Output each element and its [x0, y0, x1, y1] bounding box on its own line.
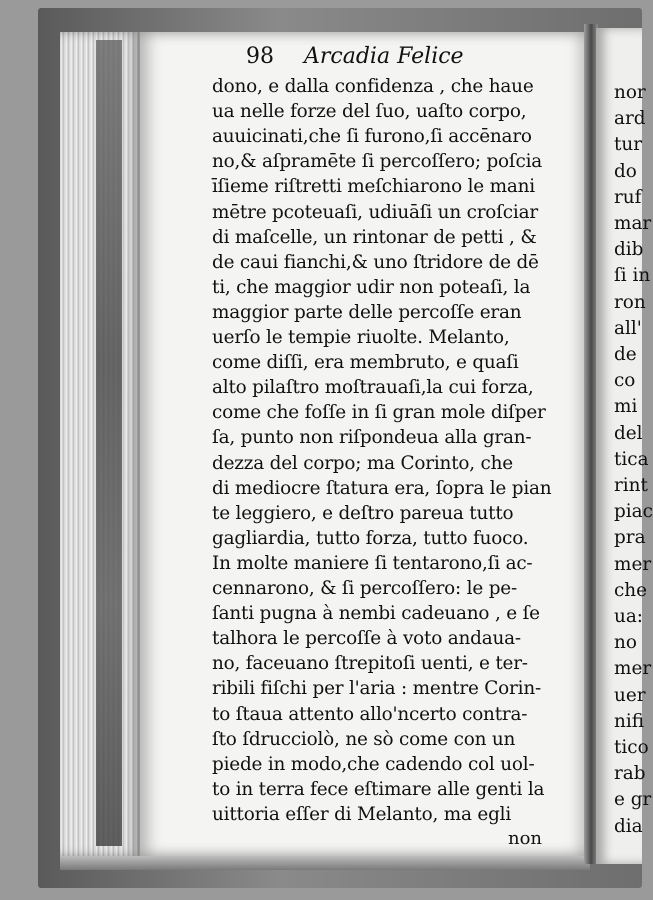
text-line: alto pilaſtro moſtrauaſi,la cui forza,: [212, 377, 534, 399]
right-text-fragment: mar: [614, 213, 652, 234]
right-text-fragment: mer: [614, 658, 652, 680]
right-text-fragment: nor: [614, 82, 646, 103]
text-line: dono, e dalla confidenza , che haue: [212, 76, 534, 97]
text-line: to in terra fece eſtimare alle genti la: [212, 778, 545, 800]
right-text-fragment: e gr: [614, 789, 652, 811]
text-line: īſieme riſtretti meſchiarono le mani: [212, 176, 535, 198]
right-text-fragment: piac: [614, 501, 653, 523]
text-line: di maſcelle, un rintonar de petti , &: [212, 226, 537, 248]
right-text-fragment: mi: [614, 396, 638, 418]
bottom-page-edge: [60, 856, 590, 870]
text-line: de caui fianchi,& uno ſtridore de dē: [212, 251, 539, 273]
right-text-fragment: rint: [614, 475, 648, 496]
right-text-fragment: co: [614, 370, 636, 392]
text-line: piede in modo,che cadendo col uol-: [212, 753, 535, 775]
text-line: ribili fiſchi per l'aria : mentre Corin-: [212, 678, 541, 700]
text-line: no,& aſpramētе ſi percoſſero; poſcia: [212, 151, 543, 173]
text-line: uittoria eſſer di Melanto, ma egli: [212, 803, 512, 825]
text-line: dezza del corpo; ma Corinto, che: [212, 452, 513, 474]
text-line: ſanti pugna à nembi cadeuano , e ſe: [212, 603, 540, 625]
right-text-fragment: tica: [614, 448, 649, 470]
right-text-fragment: ua:: [614, 606, 644, 627]
right-text-fragment: do: [614, 160, 637, 182]
right-text-fragment: ſi in: [614, 265, 651, 287]
right-text-fragment: mer: [614, 553, 652, 575]
running-title: Arcadia Felice: [304, 44, 464, 69]
right-text-fragment: dib: [614, 239, 644, 261]
text-line: gagliardia, tutto forza, tutto fuoco.: [212, 527, 529, 549]
text-line: ſa, punto non riſpondeua alla gran-: [212, 427, 532, 449]
right-text-fragment: no: [614, 632, 637, 654]
text-line: cennarono, & ſi percoſſero: le pe-: [212, 578, 517, 599]
right-text-fragment: ard: [614, 108, 646, 130]
text-line: no, faceuano ſtrepitoſi uenti, e ter-: [212, 653, 528, 675]
right-text-fragment: all': [614, 317, 642, 339]
right-text-fragment: de: [614, 344, 637, 365]
text-line: talhora le percoſſe à voto andaua-: [212, 628, 521, 650]
right-text-fragment: rab: [614, 763, 646, 785]
text-line: di mediocre ſtatura era, ſopra le pian: [212, 477, 552, 499]
right-text-fragment: ruf: [614, 186, 642, 208]
text-line: come che foſſe in ſi gran mole diſper: [212, 402, 546, 424]
page-header: [246, 38, 506, 78]
right-text-fragment: ron: [614, 291, 646, 313]
text-line: come diſſi, era membruto, e quaſi: [212, 352, 519, 374]
text-line: ua nelle forze del ſuo, uaſto corpo,: [212, 101, 527, 123]
right-text-fragment: del: [614, 422, 643, 444]
text-line: ſto ſdrucciolò, ne sò come con un: [212, 728, 516, 750]
text-line: ti, che maggior udir non poteaſi, la: [212, 276, 531, 298]
text-line: mētre pcoteuaſi, udiuāſi un croſciar: [212, 201, 538, 223]
text-line: to ſtaua attento allo'ncerto contra-: [212, 703, 528, 725]
right-text-fragment: tur: [614, 134, 643, 156]
catchword: non: [508, 828, 543, 849]
right-text-fragment: dia: [614, 815, 643, 837]
right-page: [596, 28, 653, 864]
page-edge-stain: [96, 40, 122, 846]
text-line: maggior parte delle percoſſe eran: [212, 301, 522, 323]
right-text-fragment: tico: [614, 737, 649, 758]
right-text-fragment: nifi: [614, 710, 644, 732]
right-text-fragment: che: [614, 579, 648, 601]
text-line: te leggiero, e deſtro pareua tutto: [212, 502, 514, 524]
text-line: uerſo le tempie riuolte. Melanto,: [212, 327, 510, 348]
right-text-fragment: uer: [614, 684, 646, 706]
right-text-fragment: pra: [614, 527, 646, 549]
text-line: In molte maniere ſi tentarono,ſi ac-: [212, 552, 533, 574]
page-number: 98: [246, 44, 274, 69]
text-line: auuicinati,che ſi furono,ſi accēnaro: [212, 126, 532, 148]
